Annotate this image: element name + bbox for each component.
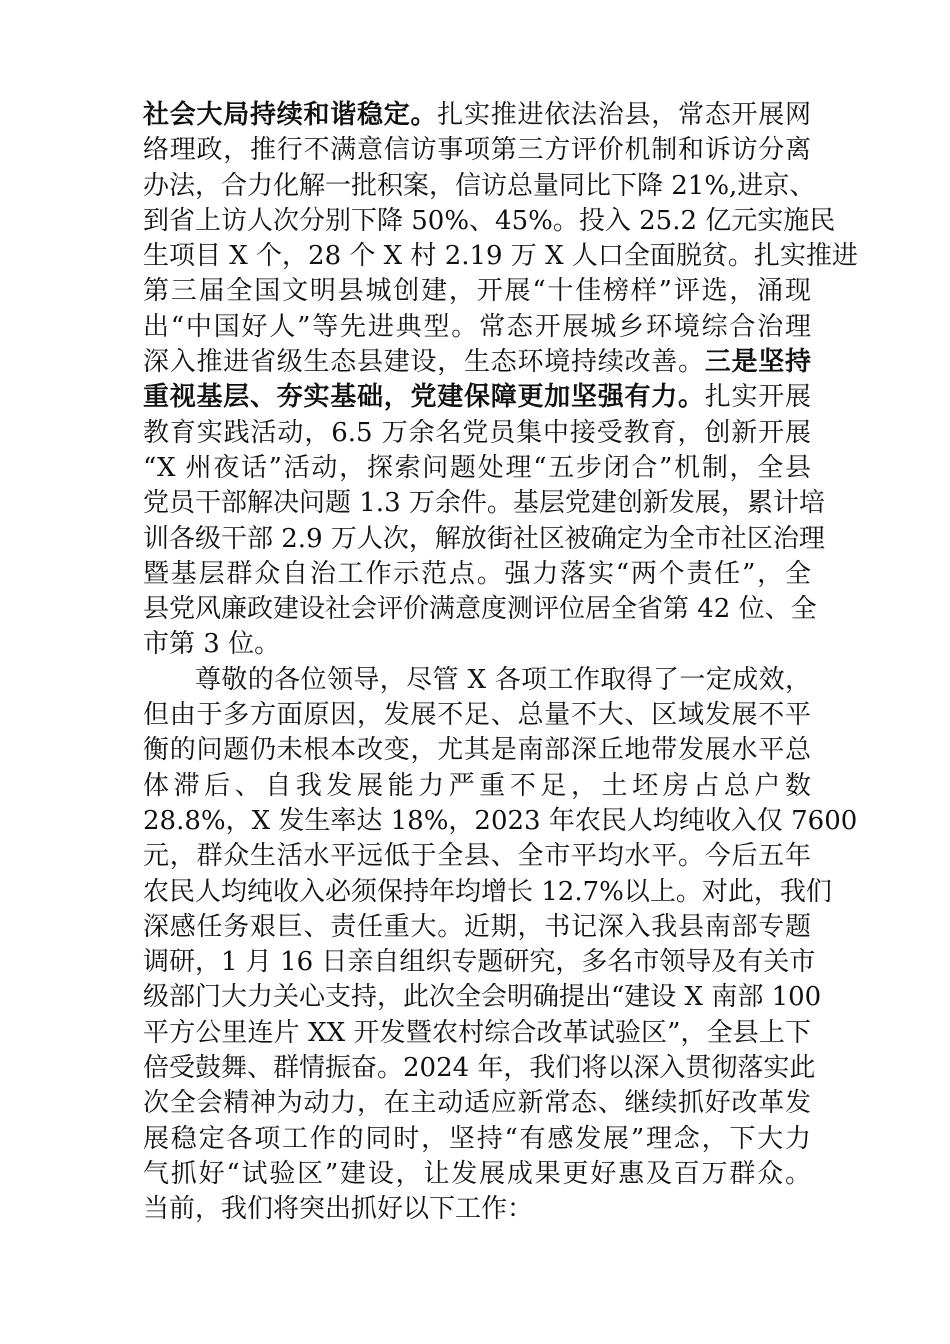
bold-heading: 重视基层、夯实基础，党建保障更加坚强有力。 — [143, 382, 705, 413]
text-line: 衡的问题仍未根本改变，尤其是南部深丘地带发展水平总 — [143, 735, 811, 766]
text-line: 到省上访人次分别下降 50%、45%。投入 25.2 亿元实施民 — [143, 205, 836, 236]
text-line: “X 州夜话”活动，探索问题处理“五步闭合”机制，全县 — [143, 452, 811, 483]
text-line: 暨基层群众自治工作示范点。强力落实“两个责任”，全 — [143, 558, 811, 589]
text-line: 倍受鼓舞、群情振奋。2024 年，我们将以深入贯彻落实此 — [143, 1053, 816, 1084]
text-line: 展稳定各项工作的同时，坚持“有感发展”理念，下大力 — [143, 1123, 811, 1154]
text-line: 当前，我们将突出抓好以下工作： — [143, 1194, 534, 1225]
line-text: 扎实推进依法治县，常态开展网 — [437, 100, 811, 130]
line-text: 深入推进省级生态县建设，生态环境持续改善。 — [143, 347, 705, 378]
text-line: 深感任务艰巨、责任重大。近期，书记深入我县南部专题 — [143, 911, 811, 942]
text-line: 尊敬的各位领导，尽管 X 各项工作取得了一定成效， — [195, 664, 811, 695]
text-line: 第三届全国文明县城创建，开展“十佳榜样”评选，涌现 — [143, 276, 811, 307]
bold-heading: 社会大局持续和谐稳定。 — [143, 100, 438, 130]
text-line — [143, 380, 811, 415]
paragraph-1 — [143, 98, 858, 663]
text-line: 级部门大力关心支持，此次全会明确提出“建设 X 南部 100 — [143, 982, 822, 1013]
text-line: 络理政，推行不满意信访事项第三方评价机制和诉访分离 — [143, 135, 811, 166]
text-line: 28.8%，X 发生率达 18%，2023 年农民人均纯收入仅 7600 — [143, 805, 858, 836]
text-line — [143, 345, 811, 380]
text-line: 次全会精神为动力，在主动适应新常态、继续抓好改革发 — [143, 1088, 811, 1119]
text-line: 教育实践活动，6.5 万余名党员集中接受教育，创新开展 — [143, 417, 811, 448]
text-line: 气抓好“试验区”建设，让发展成果更好惠及百万群众。 — [143, 1158, 811, 1189]
text-line: 训各级干部 2.9 万人次，解放街社区被确定为全市社区治理 — [143, 523, 825, 554]
paragraph-2 — [143, 663, 858, 1228]
text-line — [143, 98, 811, 133]
bold-heading: 三是坚持 — [704, 347, 811, 378]
text-line: 生项目 X 个，28 个 X 村 2.19 万 X 人口全面脱贫。扎实推进 — [143, 241, 858, 272]
text-line: 平方公里连片 XX 开发暨农村综合改革试验区”，全县上下 — [143, 1017, 811, 1048]
text-line: 体滞后、自我发展能力严重不足，土坯房占总户数 — [143, 770, 811, 801]
text-line: 县党风廉政建设社会评价满意度测评位居全省第 42 位、全 — [143, 594, 817, 625]
text-line: 办法，合力化解一批积案，信访总量同比下降 21%,进京、 — [143, 170, 816, 201]
text-line: 调研，1 月 16 日亲自组织专题研究，多名市领导及有关市 — [143, 947, 816, 978]
text-line: 党员干部解决问题 1.3 万余件。基层党建创新发展，累计培 — [143, 488, 825, 519]
line-text: 扎实开展 — [704, 382, 811, 413]
text-line: 市第 3 位。 — [143, 629, 281, 660]
text-line: 出“中国好人”等先进典型。常态开展城乡环境综合治理 — [143, 311, 811, 342]
text-line: 但由于多方面原因，发展不足、总量不大、区域发展不平 — [143, 700, 811, 731]
text-line: 元，群众生活水平远低于全县、全市平均水平。今后五年 — [143, 841, 811, 872]
document-body — [143, 98, 858, 1228]
text-line: 农民人均纯收入必须保持年均增长 12.7%以上。对此，我们 — [143, 876, 832, 907]
